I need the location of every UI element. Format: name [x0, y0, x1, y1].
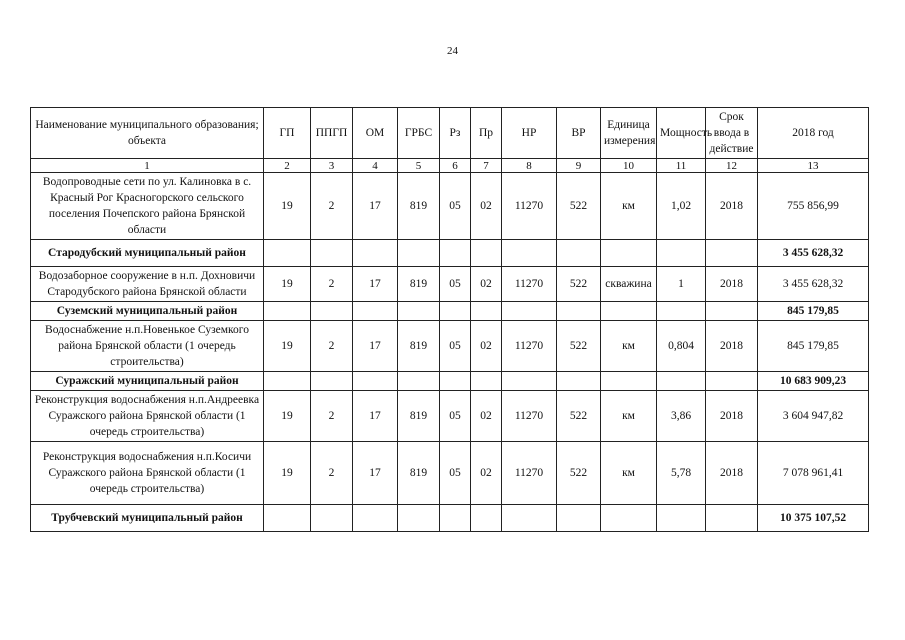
- column-number: 1: [31, 159, 264, 173]
- power-cell: 0,804: [657, 321, 706, 372]
- rz-cell: 05: [440, 442, 471, 505]
- header-row: [31, 108, 869, 159]
- unit-cell: км: [601, 321, 657, 372]
- power-cell: 1: [657, 267, 706, 302]
- district-name: Стародубский муниципальный район: [31, 240, 264, 267]
- column-number: 11: [657, 159, 706, 173]
- rz-cell: 05: [440, 267, 471, 302]
- table-row: [31, 267, 869, 302]
- amount-cell: 845 179,85: [758, 321, 869, 372]
- vr-cell: 522: [557, 173, 601, 240]
- district-amount: 845 179,85: [758, 302, 869, 321]
- district-amount: 10 683 909,23: [758, 372, 869, 391]
- table-row: [31, 442, 869, 505]
- rz-cell: 05: [440, 173, 471, 240]
- column-number: 7: [471, 159, 502, 173]
- ppgp-cell: 2: [311, 442, 353, 505]
- pr-cell: 02: [471, 267, 502, 302]
- column-header-year-2018: 2018 год: [758, 108, 869, 159]
- column-number: 6: [440, 159, 471, 173]
- column-header-gp: ГП: [264, 108, 311, 159]
- district-row: [31, 372, 869, 391]
- district-name: Суражский муниципальный район: [31, 372, 264, 391]
- column-header-om: ОМ: [353, 108, 398, 159]
- table-row: [31, 391, 869, 442]
- object-name: Реконструкция водоснабжения н.п.Косичи Суражского района Брянской области (1 очередь строительства): [31, 442, 264, 505]
- om-cell: 17: [353, 391, 398, 442]
- gp-cell: 19: [264, 267, 311, 302]
- column-number: 4: [353, 159, 398, 173]
- column-number: 10: [601, 159, 657, 173]
- nr-cell: 11270: [502, 173, 557, 240]
- column-header-grbs: ГРБС: [398, 108, 440, 159]
- unit-cell: км: [601, 442, 657, 505]
- amount-cell: 3 455 628,32: [758, 267, 869, 302]
- rz-cell: 05: [440, 391, 471, 442]
- power-cell: 5,78: [657, 442, 706, 505]
- object-name: Водоснабжение н.п.Новенькое Суземкого района Брянской области (1 очередь строительства): [31, 321, 264, 372]
- nr-cell: 11270: [502, 391, 557, 442]
- column-header-rz: Рз: [440, 108, 471, 159]
- unit-cell: км: [601, 173, 657, 240]
- pr-cell: 02: [471, 321, 502, 372]
- pr-cell: 02: [471, 442, 502, 505]
- year-cell: 2018: [706, 391, 758, 442]
- power-cell: 3,86: [657, 391, 706, 442]
- object-name: Водозаборное сооружение в н.п. Дохновичи Стародубского района Брянской области: [31, 267, 264, 302]
- nr-cell: 11270: [502, 442, 557, 505]
- vr-cell: 522: [557, 267, 601, 302]
- district-name: Трубчевский муниципальный район: [31, 505, 264, 532]
- vr-cell: 522: [557, 321, 601, 372]
- vr-cell: 522: [557, 391, 601, 442]
- om-cell: 17: [353, 442, 398, 505]
- om-cell: 17: [353, 173, 398, 240]
- grbs-cell: 819: [398, 442, 440, 505]
- column-numbers-row: [31, 159, 869, 173]
- grbs-cell: 819: [398, 391, 440, 442]
- column-header-vr: ВР: [557, 108, 601, 159]
- budget-table: [30, 107, 869, 532]
- nr-cell: 11270: [502, 321, 557, 372]
- amount-cell: 3 604 947,82: [758, 391, 869, 442]
- page-number: 24: [447, 45, 458, 57]
- column-header-unit: Единица измерения: [601, 108, 657, 159]
- grbs-cell: 819: [398, 321, 440, 372]
- column-number: 5: [398, 159, 440, 173]
- year-cell: 2018: [706, 173, 758, 240]
- district-amount: 10 375 107,52: [758, 505, 869, 532]
- pr-cell: 02: [471, 391, 502, 442]
- column-header-ppgp: ППГП: [311, 108, 353, 159]
- column-number: 8: [502, 159, 557, 173]
- column-number: 2: [264, 159, 311, 173]
- object-name: Водопроводные сети по ул. Калиновка в с. Красный Рог Красногорского сельского поселения Почепского района Брянской области: [31, 173, 264, 240]
- column-header-pr: Пр: [471, 108, 502, 159]
- gp-cell: 19: [264, 391, 311, 442]
- amount-cell: 7 078 961,41: [758, 442, 869, 505]
- year-cell: 2018: [706, 321, 758, 372]
- column-number: 9: [557, 159, 601, 173]
- district-row: [31, 240, 869, 267]
- om-cell: 17: [353, 267, 398, 302]
- unit-cell: км: [601, 391, 657, 442]
- district-amount: 3 455 628,32: [758, 240, 869, 267]
- unit-cell: скважина: [601, 267, 657, 302]
- vr-cell: 522: [557, 442, 601, 505]
- column-header-nr: НР: [502, 108, 557, 159]
- gp-cell: 19: [264, 173, 311, 240]
- ppgp-cell: 2: [311, 267, 353, 302]
- table-row: [31, 321, 869, 372]
- om-cell: 17: [353, 321, 398, 372]
- year-cell: 2018: [706, 442, 758, 505]
- grbs-cell: 819: [398, 173, 440, 240]
- ppgp-cell: 2: [311, 321, 353, 372]
- district-name: Суземский муниципальный район: [31, 302, 264, 321]
- object-name: Реконструкция водоснабжения н.п.Андреевка Суражского района Брянской области (1 очередь строительства): [31, 391, 264, 442]
- column-number: 12: [706, 159, 758, 173]
- district-row: [31, 302, 869, 321]
- ppgp-cell: 2: [311, 173, 353, 240]
- column-header-commissioning: Срок ввода в действие: [706, 108, 758, 159]
- rz-cell: 05: [440, 321, 471, 372]
- year-cell: 2018: [706, 267, 758, 302]
- grbs-cell: 819: [398, 267, 440, 302]
- pr-cell: 02: [471, 173, 502, 240]
- district-row: [31, 505, 869, 532]
- gp-cell: 19: [264, 321, 311, 372]
- gp-cell: 19: [264, 442, 311, 505]
- amount-cell: 755 856,99: [758, 173, 869, 240]
- table-row: [31, 173, 869, 240]
- nr-cell: 11270: [502, 267, 557, 302]
- power-cell: 1,02: [657, 173, 706, 240]
- column-header-power: Мощность: [657, 108, 706, 159]
- column-header-name: Наименование муниципального образования; объекта: [31, 108, 264, 159]
- column-number: 3: [311, 159, 353, 173]
- column-number: 13: [758, 159, 869, 173]
- ppgp-cell: 2: [311, 391, 353, 442]
